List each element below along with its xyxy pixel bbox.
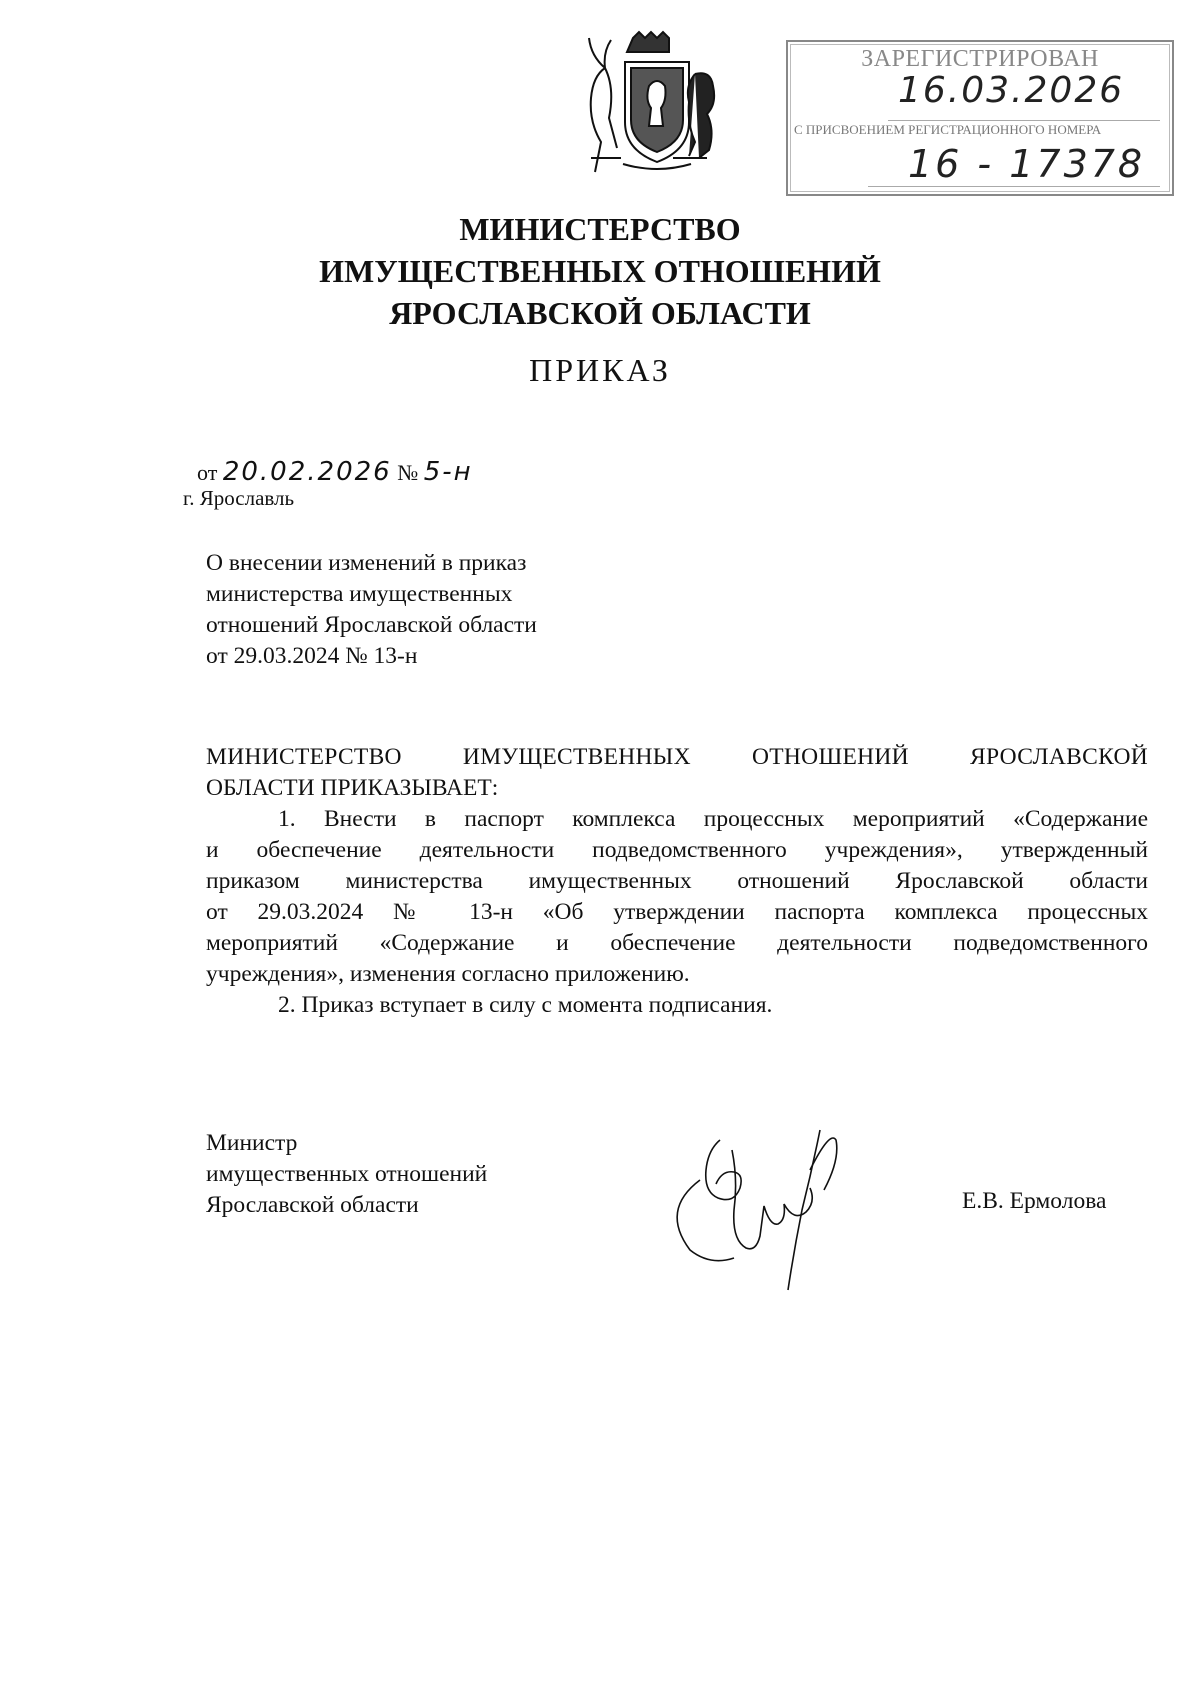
preamble-line: ОБЛАСТИ ПРИКАЗЫВАЕТ: [206, 775, 499, 801]
position-line: Ярославской области [206, 1192, 419, 1218]
subject-line: О внесении изменений в приказ [206, 550, 527, 576]
subject-line: от 29.03.2024 № 13-н [206, 643, 418, 669]
stamp-registration-number: 16 - 17378 [908, 142, 1146, 186]
item1-line: учреждения», изменения согласно приложению. [206, 961, 690, 987]
position-line: имущественных отношений [206, 1161, 488, 1187]
stamp-title: ЗАРЕГИСТРИРОВАН [861, 46, 1099, 72]
subject-line: министерства имущественных [206, 581, 513, 607]
signatory-position [206, 1128, 487, 1221]
stamp-underline [888, 120, 1160, 121]
ministry-line: ИМУЩЕСТВЕННЫХ ОТНОШЕНИЙ [319, 253, 881, 289]
ministry-line: ЯРОСЛАВСКОЙ ОБЛАСТИ [389, 295, 811, 331]
signatory-name: Е.В. Ермолова [962, 1188, 1107, 1214]
coat-of-arms-emblem [565, 28, 730, 178]
preamble-line: МИНИСТЕРСТВО ИМУЩЕСТВЕННЫХ ОТНОШЕНИЙ ЯРОСЛАВСКОЙ [206, 744, 1148, 770]
stamp-note: С ПРИСВОЕНИЕМ РЕГИСТРАЦИОННОГО НОМЕРА [794, 122, 1102, 137]
item1-line: и обеспечение деятельности подведомственного учреждения», утвержденный [206, 837, 1148, 863]
stamp-underline [868, 186, 1160, 187]
item2-line: 2. Приказ вступает в силу с момента подписания. [278, 992, 773, 1018]
position-line: Министр [206, 1130, 298, 1156]
stamp-date: 16.03.2026 [898, 70, 1125, 111]
subject-line: отношений Ярославской области [206, 612, 537, 638]
item1-line: от 29.03.2024 № 13-н «Об утверждении паспорта комплекса процессных [206, 899, 1148, 925]
item1-line: приказом министерства имущественных отношений Ярославской области [206, 868, 1148, 894]
order-city: г. Ярославль [183, 486, 295, 510]
document-type: ПРИКАЗ [529, 352, 671, 388]
order-date: 20.02.2026 [222, 457, 392, 487]
ministry-name [0, 208, 1200, 334]
order-number-label: № [397, 460, 419, 485]
handwritten-signature [660, 1110, 890, 1300]
ministry-line: МИНИСТЕРСТВО [459, 211, 741, 247]
item1-line: 1. Внести в паспорт комплекса процессных мероприятий «Содержание [278, 806, 1148, 832]
order-subject [206, 548, 646, 672]
item1-line: мероприятий «Содержание и обеспечение деятельности подведомственного [206, 930, 1148, 956]
order-body [206, 742, 1148, 1021]
order-number: 5-н [423, 457, 473, 487]
order-meta [197, 458, 473, 487]
order-from-label: от [197, 460, 218, 485]
registration-stamp [786, 40, 1174, 196]
